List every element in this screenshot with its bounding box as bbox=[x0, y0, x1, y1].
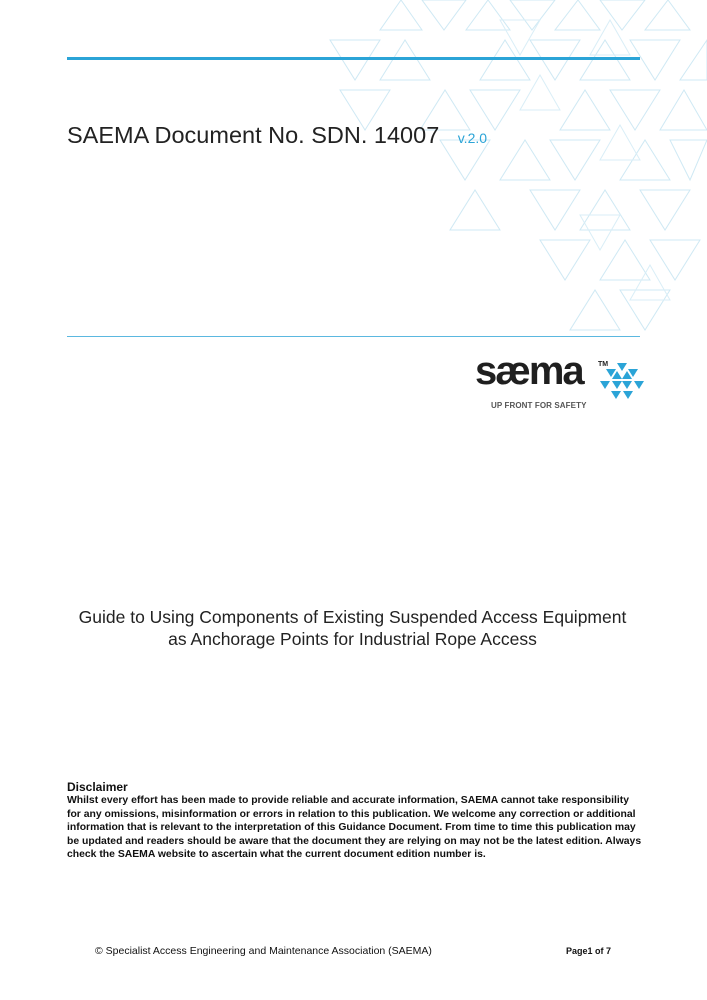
document-subtitle: Guide to Using Components of Existing Suspended Access Equipment as Anchorage Points for Industrial Rope Access bbox=[78, 607, 627, 649]
disclaimer-body: Whilst every effort has been made to provide reliable and accurate information, SAEMA cannot take responsibility for any omissions, misinformation or errors in relation to this publication. We welcome any correction or additional information that is relevant to the interpretation of this Guidance Document. From time to time this publication may be updated and readers should be aware that the document they are relying on may not be the latest edition. Always check the SAEMA website to ascertain what the current document edition number is. bbox=[67, 795, 642, 860]
logo-trademark: TM bbox=[598, 361, 609, 368]
document-number: SAEMA Document No. SDN. 14007 bbox=[67, 122, 440, 148]
disclaimer-section bbox=[67, 780, 642, 862]
document-title bbox=[67, 122, 487, 149]
disclaimer-heading: Disclaimer bbox=[67, 780, 128, 794]
footer-copyright: © Specialist Access Engineering and Maintenance Association (SAEMA) bbox=[95, 945, 432, 957]
footer-page-number: Page1 of 7 bbox=[566, 946, 612, 956]
logo-wordmark: sæma bbox=[475, 349, 583, 393]
top-accent-rule bbox=[67, 57, 640, 60]
logo-tagline: UP FRONT FOR SAFETY bbox=[491, 401, 587, 410]
divider-rule bbox=[67, 336, 640, 337]
document-version: v.2.0 bbox=[457, 130, 488, 146]
saema-logo bbox=[472, 349, 647, 414]
